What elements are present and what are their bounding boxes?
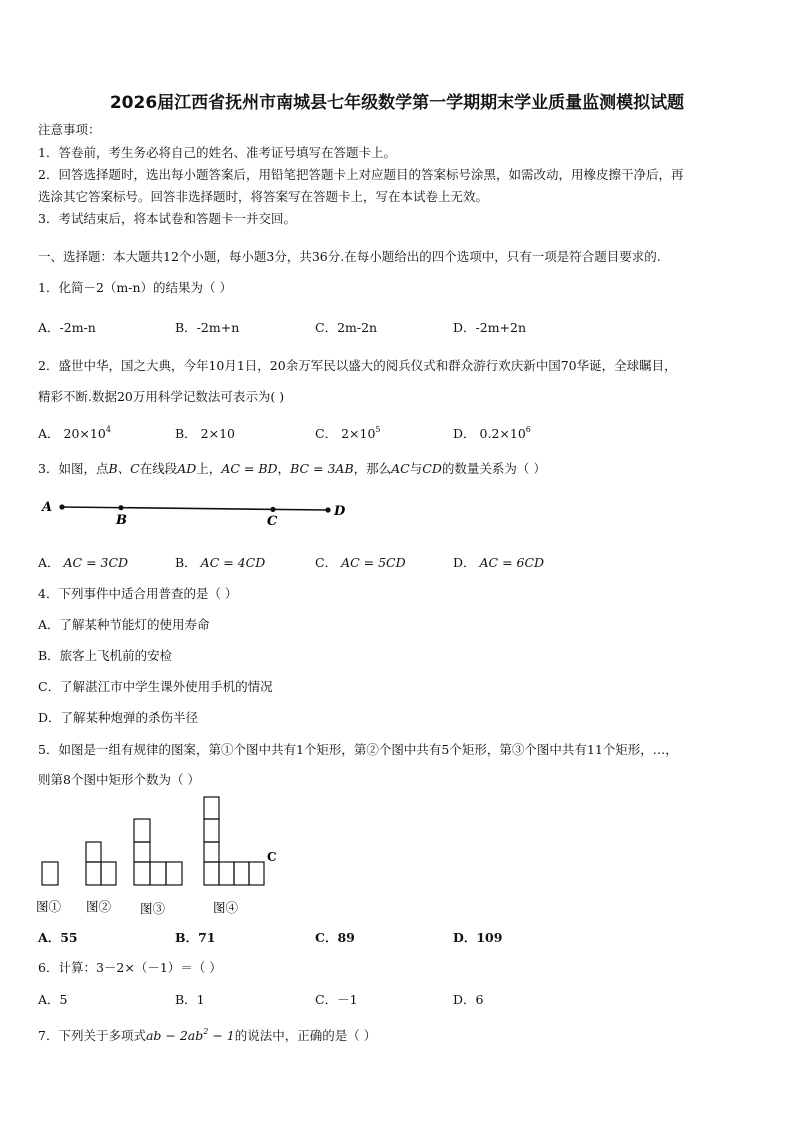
q2-stem-line1: 2．盛世中华，国之大典，今年10月1日，20余万军民以盛大的阅兵仪式和群众游行欢庆新中国70华诞，全球瞩目， [38,358,677,373]
fig3-cell [134,842,150,862]
fig4-caption: 图④ [213,900,239,915]
q3-ac: AC [391,461,410,476]
q3-stem-end: 的数量关系为（ ） [441,461,546,476]
q2-option-c-exp: 5 [375,425,381,434]
q3-option-a-expr: AC = 3CD [63,555,129,570]
q5-pattern-figure [30,795,290,920]
q3-segment-figure [38,495,358,531]
fig2-cell [86,842,101,862]
q2-option-c-base: 2×10 [341,426,376,441]
fig4-cell [204,797,219,819]
q2-option-a [38,424,111,442]
q3-option-b-expr: AC = 4CD [200,555,266,570]
fig3-cell [150,862,166,885]
notice-item-2-cont: 选涂其它答案标号。回答非选择题时，将答案写在答题卡上，写在本试卷上无效。 [38,189,489,204]
fig4-cell [219,862,234,885]
q5-stem-line2: 则第8个图中矩形个数为（ ） [38,772,200,787]
q2-option-c [315,424,381,442]
q2-option-a-exp: 4 [105,425,111,434]
q6-option-a: A．5 [38,992,68,1007]
q3-cd: CD [422,461,442,476]
q6-option-b: B．1 [175,992,205,1007]
q2-option-a-base: 20×10 [63,426,106,441]
q3-stem-mid3: ，那么 [353,461,392,476]
q2-option-d-letter: D． [453,426,476,441]
q2-option-d-exp: 6 [525,425,531,434]
fig3-caption: 图③ [140,901,166,916]
fig4-label-c: C [267,850,277,864]
q5-stem-line1: 5．如图是一组有规律的图案，第①个图中共有1个矩形，第②个图中共有5个矩形，第③个图中共有11个矩形，…， [38,742,678,757]
q3-stem-pre: 3．如图，点 [38,461,109,476]
q3-option-a [38,553,128,571]
q3-option-b [175,553,265,571]
q3-points: B、C [108,461,140,476]
q3-eq2: BC = 3AB [290,461,354,476]
q2-option-a-letter: A． [38,426,60,441]
q5-option-b: B．71 [175,930,216,945]
q1-stem: 1．化简－2（m-n）的结果为（ ） [38,280,233,295]
q3-stem [38,459,546,477]
fig3-cell [134,819,150,842]
fig2-cell [101,862,116,885]
q3-stem-mid4: 与 [409,461,423,476]
q3-option-c-letter: C． [315,555,338,570]
page-title: 2026届江西省抚州市南城县七年级数学第一学期期末学业质量监测模拟试题 [109,93,685,113]
q3-seg: AD [177,461,197,476]
q4-stem: 4．下列事件中适合用普查的是（ ） [38,586,238,601]
label-d: D [334,504,346,519]
q5-option-c: C．89 [315,930,355,945]
fig1-caption: 图① [36,899,62,914]
q1-option-a: A．-2m-n [38,320,96,335]
q3-option-c-expr: AC = 5CD [341,555,406,570]
notice-item-1: 1．答卷前，考生务必将自己的姓名、准考证号填写在答题卡上。 [38,145,396,160]
notice-heading: 注意事项： [38,122,101,137]
q7-poly-b: − 1 [208,1028,235,1043]
q4-option-c: C．了解湛江市中学生课外使用手机的情况 [38,679,273,694]
q4-option-a: A．了解某种节能灯的使用寿命 [38,617,210,632]
fig1-cell [42,862,58,885]
q3-stem-mid2: 上， [196,461,222,476]
q2-option-b [175,424,235,442]
notice-item-3: 3．考试结束后，将本试卷和答题卡一并交回。 [38,211,296,226]
q3-option-a-letter: A． [38,555,60,570]
q4-option-b: B．旅客上飞机前的安检 [38,648,173,663]
q6-stem: 6．计算：3－2×（－1）＝（ ） [38,960,222,975]
q7-stem-pre: 7．下列关于多项式 [38,1028,146,1043]
q7-poly-exp: 2 [203,1027,209,1036]
fig3-cell [134,862,150,885]
q1-option-d: D．-2m+2n [453,320,527,335]
q2-stem-line2: 精彩不断.数据20万用科学记数法可表示为( ) [38,389,285,404]
fig4-cell [249,862,264,885]
q3-eq1: AC = BD [221,461,278,476]
q5-option-d: D．109 [453,930,503,945]
label-a: A [42,500,53,515]
notice-item-2: 2．回答选择题时，选出每小题答案后，用铅笔把答题卡上对应题目的答案标号涂黑，如需改动，用橡皮擦干净后，再 [38,167,684,182]
q3-option-d [453,553,544,571]
fig2-cell [86,862,101,885]
q1-option-b: B．-2m+n [175,320,240,335]
fig4-cell [204,842,219,862]
q3-stem-mid1: 在线段 [139,461,178,476]
point-d [325,507,330,512]
q5-option-a: A．55 [38,930,78,945]
q7-stem [38,1026,376,1044]
q7-stem-end: 的说法中，正确的是（ ） [234,1028,377,1043]
section-heading: 一、选择题：本大题共12个小题，每小题3分，共36分.在每小题给出的四个选项中，只有一项是符合题目要求的. [38,249,661,264]
q2-option-b-letter: B． [175,426,197,441]
q6-option-d: D．6 [453,992,484,1007]
fig4-cell [204,862,219,885]
q3-option-d-expr: AC = 6CD [479,555,545,570]
label-b: B [116,513,127,528]
q2-option-d [453,424,531,442]
point-c [270,507,275,512]
fig4-cell [204,819,219,842]
point-a [59,504,64,509]
q3-option-b-letter: B． [175,555,197,570]
q4-option-d: D．了解某种炮弹的杀伤半径 [38,710,199,725]
q3-option-c [315,553,406,571]
q3-option-d-letter: D． [453,555,476,570]
q2-option-c-letter: C． [315,426,338,441]
q2-option-b-base: 2×10 [200,426,236,441]
q1-option-c: C．2m-2n [315,320,378,335]
segment-ad [62,507,328,510]
q6-option-c: C．－1 [315,992,358,1007]
q7-poly-a: ab − 2ab [145,1028,204,1043]
q3-sep: ， [277,461,291,476]
q2-option-d-base: 0.2×10 [479,426,526,441]
point-b [118,505,123,510]
fig3-cell [166,862,182,885]
label-c: C [267,514,278,529]
fig2-caption: 图② [86,899,112,914]
fig4-cell [234,862,249,885]
